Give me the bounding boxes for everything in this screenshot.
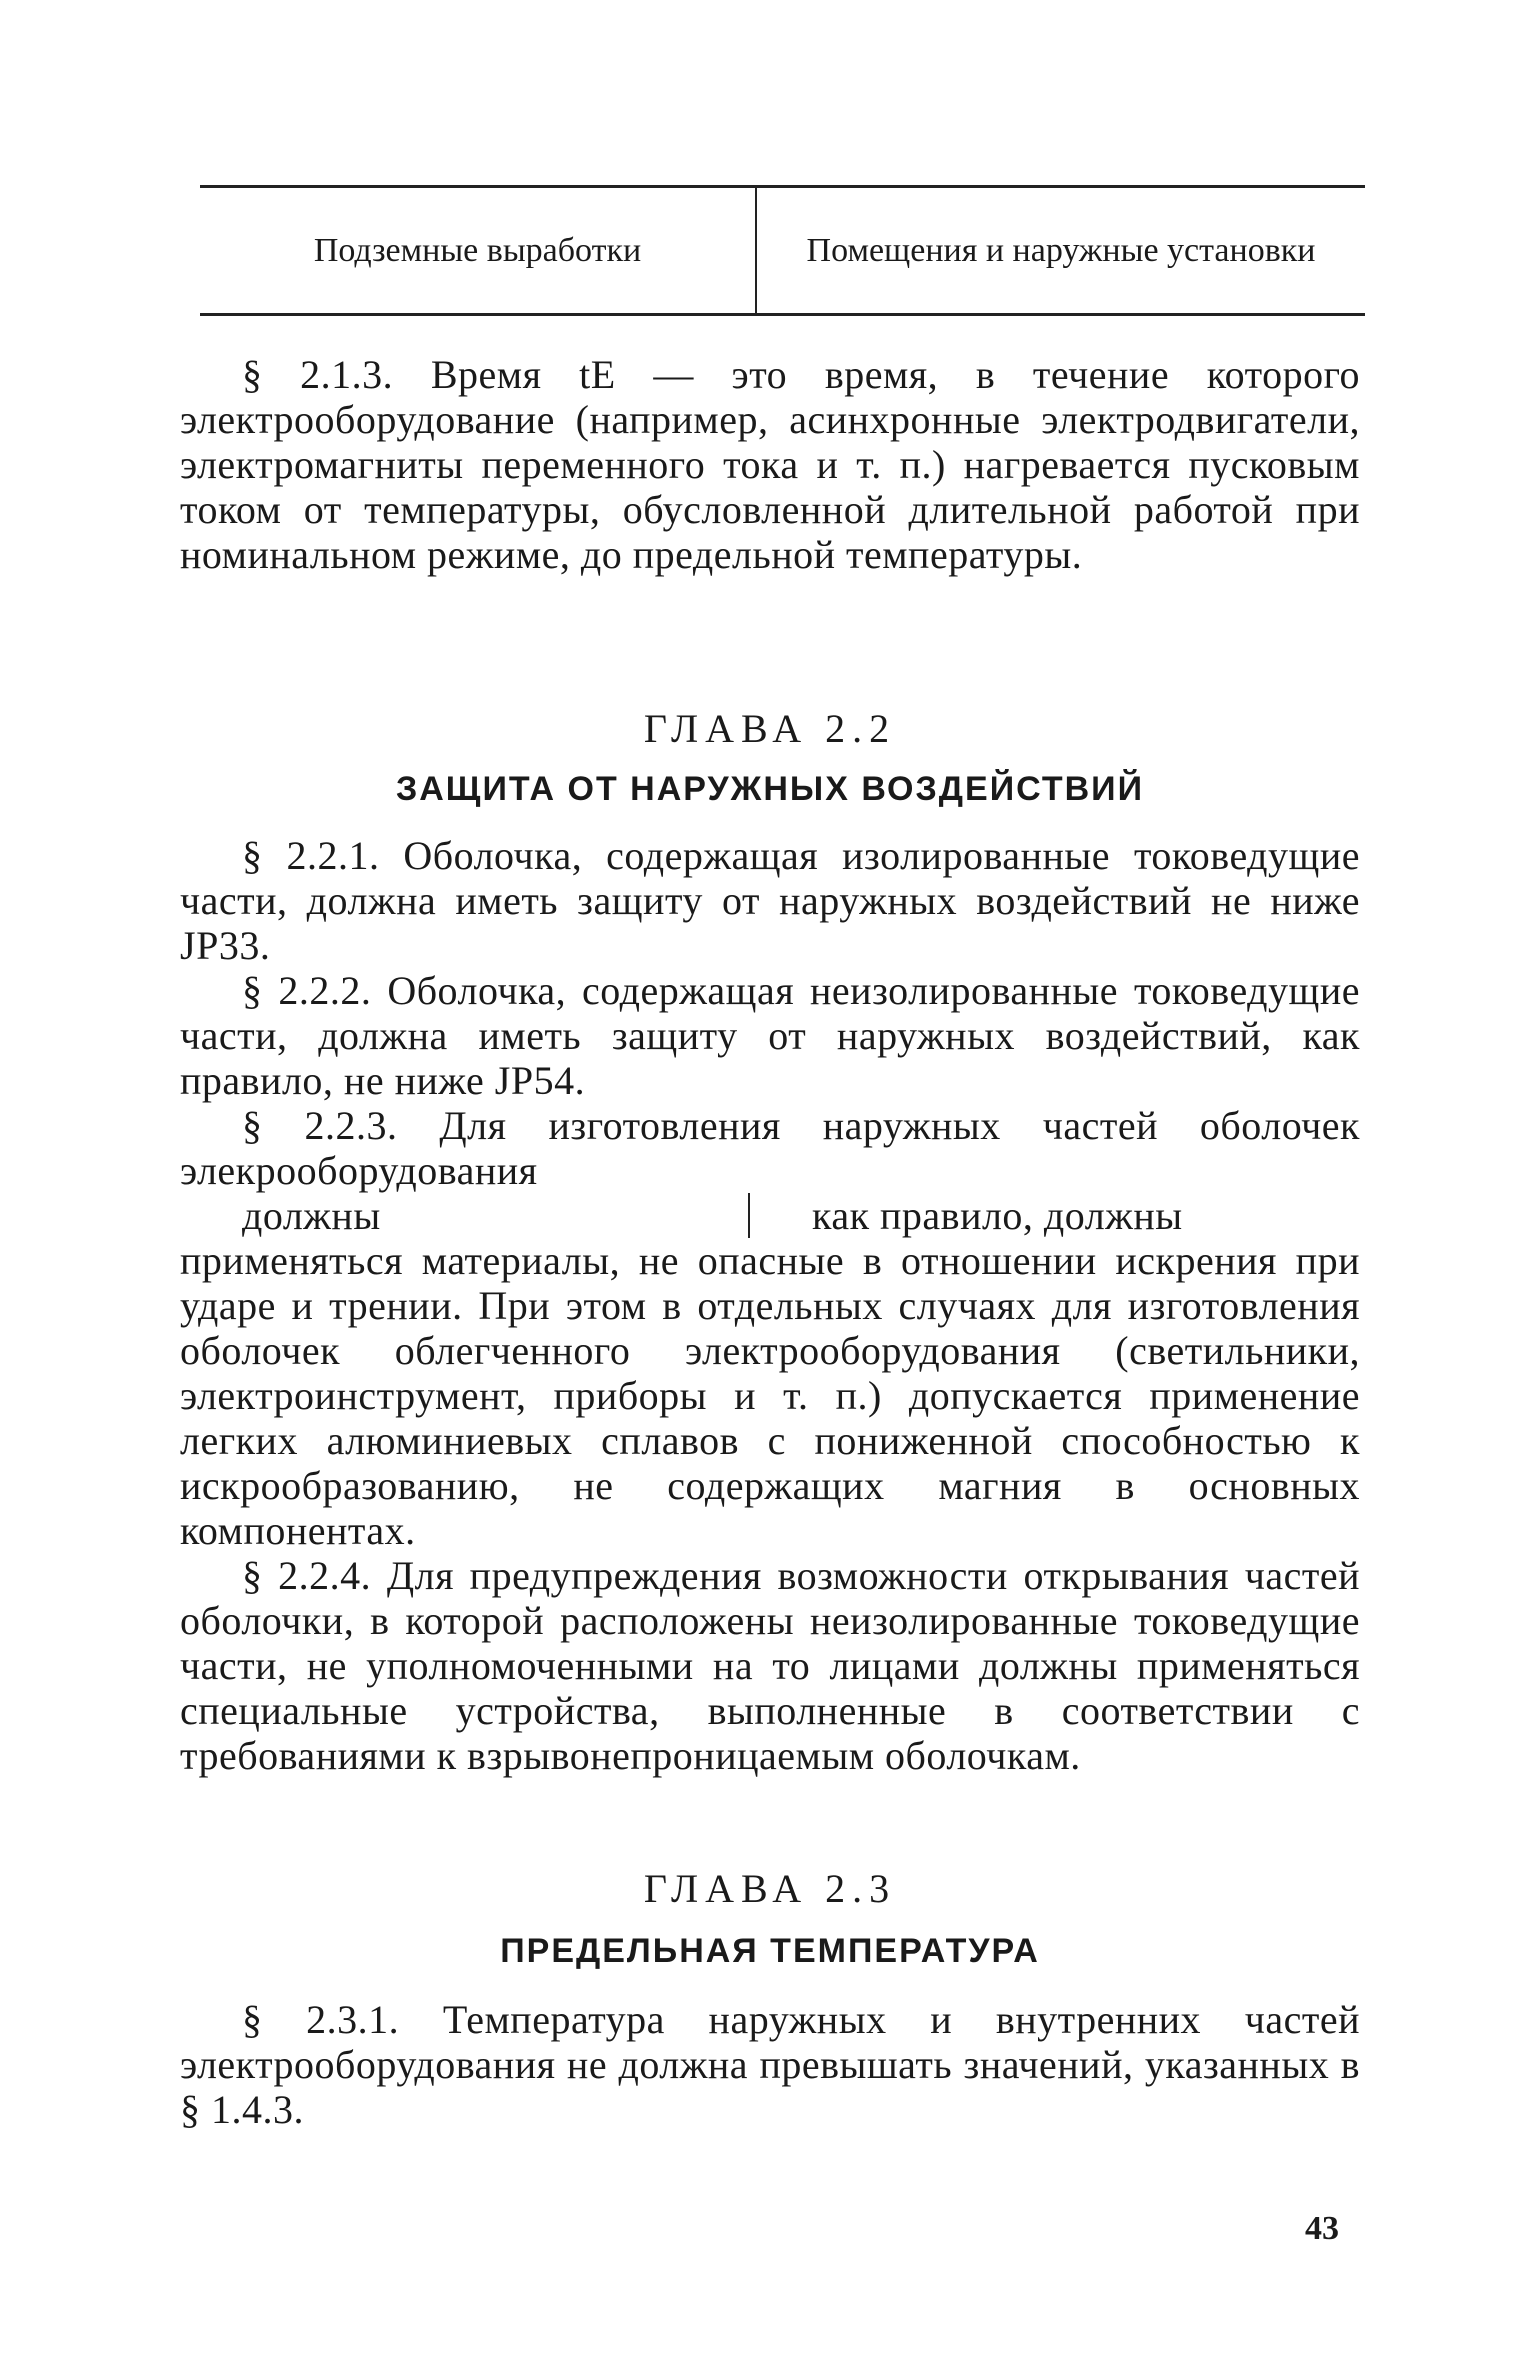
paragraph-2-2-4: § 2.2.4. Для предупреждения возможности открывания частей оболочки, в которой расположены неизолированные токоведущие части, не уполномоченными на то лицами должны применяться специальные устройства, выполненные в соответствии с требованиями к взрывонепроницаемым оболочкам. (180, 1553, 1360, 1778)
paragraph-2-2-3-end: применяться материалы, не опасные в отношении искрения при ударе и трении. При этом в отдельных случаях для изготовления оболочек облегченного электрооборудования (светильники, электроинструмент, приборы и т. п.) допускается применение легких алюминиевых сплавов с пониженной способностью к искрообразованию, не содержащих магния в основных компонентах. (180, 1238, 1360, 1553)
intro-section (180, 352, 1360, 577)
variant-underground: должны (180, 1193, 750, 1238)
paragraph-2-1-3: § 2.1.3. Время tE — это время, в течение которого электрооборудование (например, асинхронные электродвигатели, электромагниты переменного тока и т. п.) нагревается пусковым током от температуры, обусловленной длительной работой при номинальном режиме, до предельной температуры. (180, 352, 1360, 577)
header-underground: Подземные выработки (200, 188, 757, 313)
column-header-table (200, 185, 1365, 316)
chapter-2-3-title: ПРЕДЕЛЬНАЯ ТЕМПЕРАТУРА (500, 1932, 1040, 1970)
page-number: 43 (1305, 2210, 1339, 2247)
paragraph-2-2-2: § 2.2.2. Оболочка, содержащая неизолированные токоведущие части, должна иметь защиту от наружных воздействий, как правило, не ниже JP54. (180, 968, 1360, 1103)
chapter-2-2-label: ГЛАВА 2.2 (643, 706, 897, 751)
chapter-2-2-body (180, 833, 1360, 1778)
header-rooms-outdoor: Помещения и наружные установки (806, 231, 1316, 269)
paragraph-2-2-1: § 2.2.1. Оболочка, содержащая изолированные токоведущие части, должна иметь защиту от наружных воздействий не ниже JP33. (180, 833, 1360, 968)
chapter-2-3-body (180, 1997, 1360, 2132)
paragraph-2-3-1: § 2.3.1. Температура наружных и внутренних частей электрооборудования не должна превышать значений, указанных в § 1.4.3. (180, 1997, 1360, 2132)
variant-columns (180, 1193, 1360, 1238)
chapter-2-3-label: ГЛАВА 2.3 (643, 1866, 897, 1911)
paragraph-2-2-3-start: § 2.2.3. Для изготовления наружных частей оболочек элекрооборудования (180, 1103, 1360, 1193)
variant-rooms: как правило, должны (812, 1193, 1183, 1238)
chapter-2-2-title: ЗАЩИТА ОТ НАРУЖНЫХ ВОЗДЕЙСТВИЙ (395, 770, 1145, 808)
